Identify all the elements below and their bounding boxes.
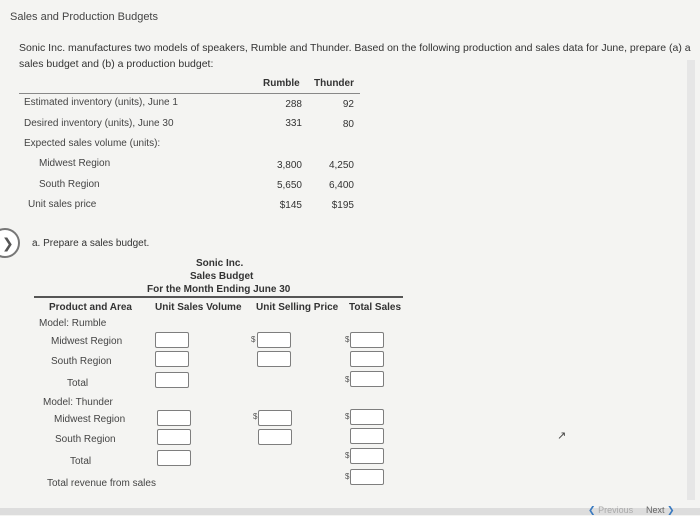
chevron-right-icon: ❯ [2, 235, 14, 251]
value-rumble-price: $145 [279, 200, 302, 211]
currency-symbol: $ [251, 335, 256, 344]
previous-label: Previous [598, 505, 634, 515]
rumble-south-sales-input[interactable] [350, 351, 384, 367]
currency-symbol: $ [345, 412, 350, 421]
next-button[interactable] [646, 505, 675, 516]
budget-col-total: Total Sales [349, 302, 402, 313]
thunder-total-sales-input[interactable] [350, 448, 384, 464]
total-revenue-input[interactable] [350, 469, 384, 485]
budget-header-rule [34, 296, 403, 298]
thunder-midwest-sales-input[interactable] [350, 409, 384, 425]
part-a-prompt: a. Prepare a sales budget. [32, 238, 150, 249]
row-label-south: South Region [39, 179, 100, 190]
label-thunder-total: Total [70, 456, 92, 467]
budget-period: For the Month Ending June 30 [147, 284, 291, 295]
label-rumble-south: South Region [51, 356, 112, 367]
next-label: Next [646, 505, 665, 515]
budget-report-name: Sales Budget [190, 271, 254, 282]
value-thunder-midwest: 4,250 [328, 160, 354, 171]
thunder-midwest-price-input[interactable] [258, 410, 292, 426]
budget-col-product: Product and Area [49, 302, 132, 313]
rumble-midwest-sales-input[interactable] [350, 332, 384, 348]
row-label-inv-june30: Desired inventory (units), June 30 [24, 118, 174, 129]
value-rumble-inv-june30: 331 [285, 118, 302, 129]
label-total-revenue: Total revenue from sales [47, 478, 156, 489]
rumble-south-price-input[interactable] [257, 351, 291, 367]
mouse-cursor-icon: ↗ [557, 430, 567, 442]
label-rumble-midwest: Midwest Region [51, 336, 123, 347]
problem-intro: Sonic Inc. manufactures two models of speakers, Rumble and Thunder. Based on the following production and sales data for June, prepare (a) a sales budget and (b) a production budget: [19, 42, 691, 70]
row-label-inv-june1: Estimated inventory (units), June 1 [24, 97, 178, 108]
thunder-south-sales-input[interactable] [350, 428, 384, 444]
chevron-right-icon: ❯ [667, 505, 675, 515]
label-thunder-south: South Region [55, 434, 116, 445]
col-header-rumble: Rumble [263, 78, 300, 89]
row-label-midwest: Midwest Region [39, 158, 111, 169]
rumble-total-volume-input[interactable] [155, 372, 189, 388]
thunder-midwest-volume-input[interactable] [157, 410, 191, 426]
rumble-south-volume-input[interactable] [155, 351, 189, 367]
header-rule [19, 93, 360, 94]
rumble-total-sales-input[interactable] [350, 371, 384, 387]
label-model-rumble: Model: Rumble [39, 318, 107, 329]
side-expand-tab[interactable] [0, 228, 20, 258]
thunder-south-price-input[interactable] [258, 429, 292, 445]
scrollbar-track[interactable] [687, 60, 695, 500]
value-thunder-price: $195 [331, 200, 354, 211]
chevron-left-icon: ❮ [588, 505, 596, 515]
label-model-thunder: Model: Thunder [43, 397, 113, 408]
page-title: Sales and Production Budgets [10, 11, 158, 23]
value-thunder-south: 6,400 [328, 180, 354, 191]
value-rumble-south: 5,650 [276, 180, 302, 191]
label-rumble-total: Total [67, 378, 89, 389]
thunder-total-volume-input[interactable] [157, 450, 191, 466]
previous-button[interactable] [588, 505, 633, 516]
label-thunder-midwest: Midwest Region [54, 414, 126, 425]
value-thunder-inv-june30: 80 [342, 119, 354, 130]
value-thunder-inv-june1: 92 [342, 99, 354, 110]
col-header-thunder: Thunder [314, 78, 354, 89]
currency-symbol: $ [253, 412, 258, 421]
value-rumble-inv-june1: 288 [285, 99, 302, 110]
row-label-unit-price: Unit sales price [28, 199, 97, 210]
rumble-midwest-volume-input[interactable] [155, 332, 189, 348]
budget-col-price: Unit Selling Price [256, 302, 339, 313]
currency-symbol: $ [345, 335, 350, 344]
rumble-midwest-price-input[interactable] [257, 332, 291, 348]
currency-symbol: $ [345, 472, 350, 481]
value-rumble-midwest: 3,800 [276, 160, 302, 171]
currency-symbol: $ [345, 375, 350, 384]
currency-symbol: $ [345, 451, 350, 460]
budget-col-volume: Unit Sales Volume [155, 302, 242, 313]
row-label-expected-sales: Expected sales volume (units): [24, 138, 161, 149]
thunder-south-volume-input[interactable] [157, 429, 191, 445]
budget-company: Sonic Inc. [196, 258, 244, 269]
